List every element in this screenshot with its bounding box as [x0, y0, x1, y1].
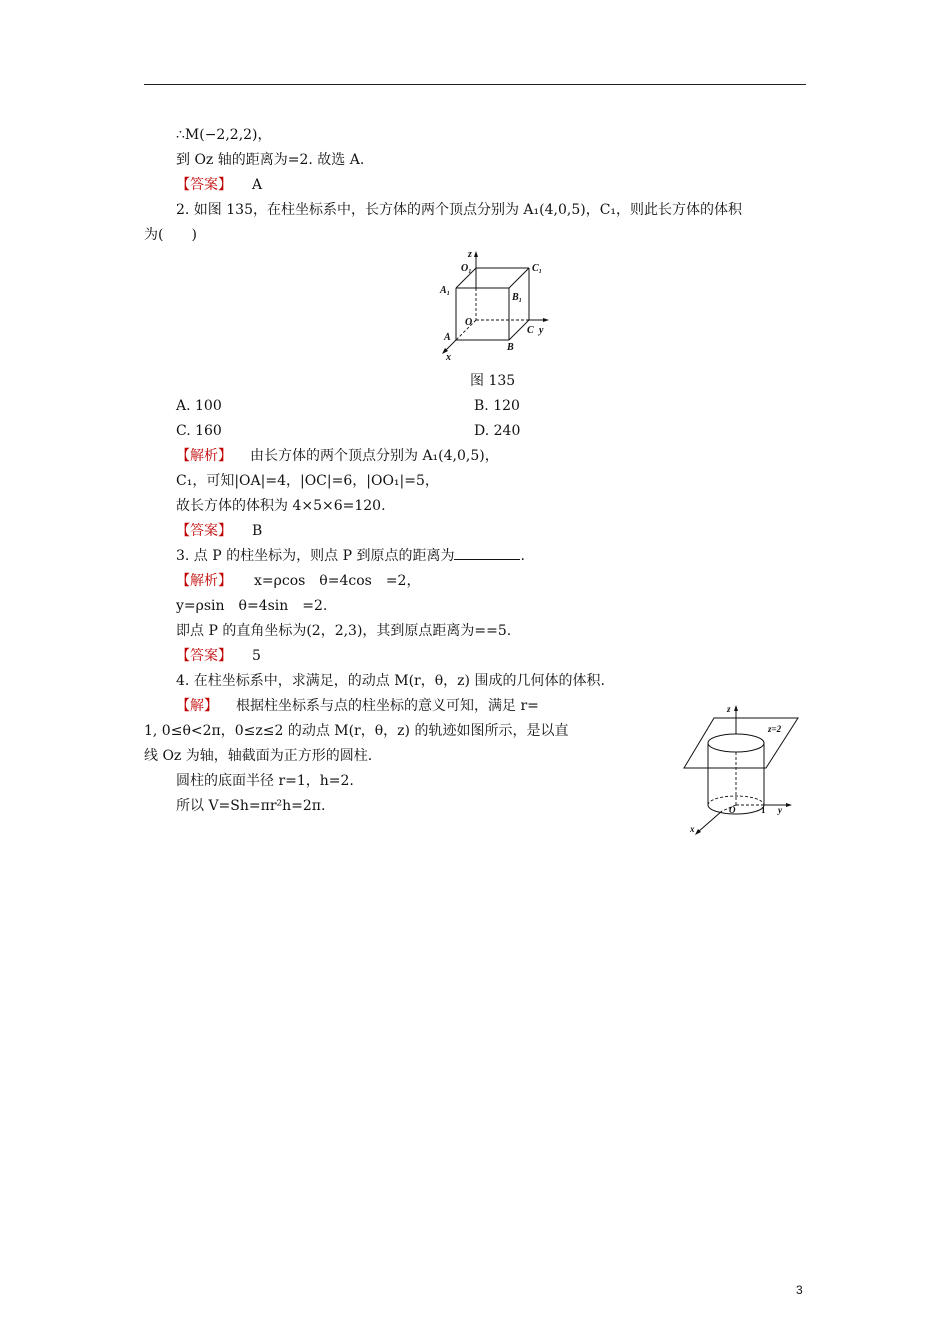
question-4: 4. 在柱坐标系中，求满足，的动点 M(r，θ，z) 围成的几何体的体积. [176, 673, 605, 689]
question-2-text: 2. 如图 135，在柱坐标系中，长方体的两个顶点分别为 A₁(4,0,5)，C₁，则此长方体的体积 [176, 202, 743, 218]
label-C: C [527, 325, 534, 336]
solution-text: 根据柱坐标系与点的柱坐标的意义可知，满足 r= [236, 698, 539, 714]
figure-135-caption: 图 135 [470, 373, 516, 389]
figure-135-cuboid [434, 246, 564, 362]
answer-1 [176, 176, 262, 194]
analysis-2-line-3: 故长方体的体积为 4×5×6=120. [176, 498, 386, 514]
analysis-2 [176, 447, 499, 465]
label-C1: C₁ [532, 263, 543, 274]
answer-value: 5 [252, 648, 261, 664]
question-3-end: . [520, 548, 525, 564]
option-b: B. 120 [474, 398, 520, 414]
solution-4 [176, 697, 539, 715]
page-number: 3 [796, 1283, 803, 1297]
analysis-text: 由长方体的两个顶点分别为 A₁(4,0,5)， [250, 448, 499, 464]
option-c: C. 160 [176, 423, 222, 439]
label-B1: B₁ [512, 292, 523, 303]
answer-tag: 【答案】 [176, 523, 232, 539]
label-O1: O₁ [461, 263, 472, 274]
figure-cylinder [682, 700, 806, 844]
line-conclusion-M: ∴M(−2,2,2)， [176, 127, 272, 143]
solution-4-line-5: 所以 V=Sh=πr²h=2π. [176, 798, 326, 814]
answer-tag: 【答案】 [176, 648, 232, 664]
question-2-text-cont: 为( ) [144, 227, 197, 243]
analysis-3 [176, 572, 420, 590]
label-x: x [690, 824, 695, 834]
solution-tag: 【解】 [176, 698, 218, 714]
label-A1: A₁ [440, 285, 451, 296]
analysis-3-line-2: y=ρsin θ=4sin =2. [176, 598, 328, 614]
analysis-2-line-2: C₁，可知|OA|=4，|OC|=6，|OO₁|=5， [176, 473, 439, 489]
solution-4-line-2: 1, 0≤θ<2π，0≤z≤2 的动点 M(r，θ，z) 的轨迹如图所示，是以直 [144, 723, 569, 739]
label-O: O [465, 317, 473, 328]
answer-tag: 【答案】 [176, 177, 232, 193]
question-3 [176, 547, 525, 565]
label-z: z [468, 249, 472, 260]
label-one: 1 [761, 805, 766, 815]
answer-3 [176, 647, 261, 665]
header-rule [144, 84, 806, 85]
label-B: B [507, 342, 514, 353]
analysis-tag: 【解析】 [176, 573, 232, 589]
label-A: A [444, 332, 451, 343]
line-distance: 到 Oz 轴的距离为=2. 故选 A. [176, 152, 365, 168]
answer-value: B [252, 523, 263, 539]
solution-4-line-3: 线 Oz 为轴，轴截面为正方形的圆柱. [144, 748, 373, 764]
label-y: y [539, 325, 544, 336]
analysis-3-line-3: 即点 P 的直角坐标为(2，2,3)，其到原点距离为==5. [176, 623, 512, 639]
answer-value: A [252, 177, 263, 193]
question-3-text: 3. 点 P 的柱坐标为，则点 P 到原点的距离为 [176, 548, 455, 564]
answer-2 [176, 522, 262, 540]
label-y: y [778, 805, 782, 815]
analysis-text: x=ρcos θ=4cos =2， [254, 573, 421, 589]
label-x: x [446, 352, 451, 362]
answer-blank [454, 547, 520, 560]
option-d: D. 240 [474, 423, 521, 439]
label-z-equals-2: z=2 [768, 724, 782, 734]
analysis-tag: 【解析】 [176, 448, 232, 464]
option-a: A. 100 [176, 398, 222, 414]
solution-4-line-4: 圆柱的底面半径 r=1，h=2. [176, 773, 354, 789]
label-O: O [729, 805, 736, 815]
label-z: z [727, 704, 731, 714]
